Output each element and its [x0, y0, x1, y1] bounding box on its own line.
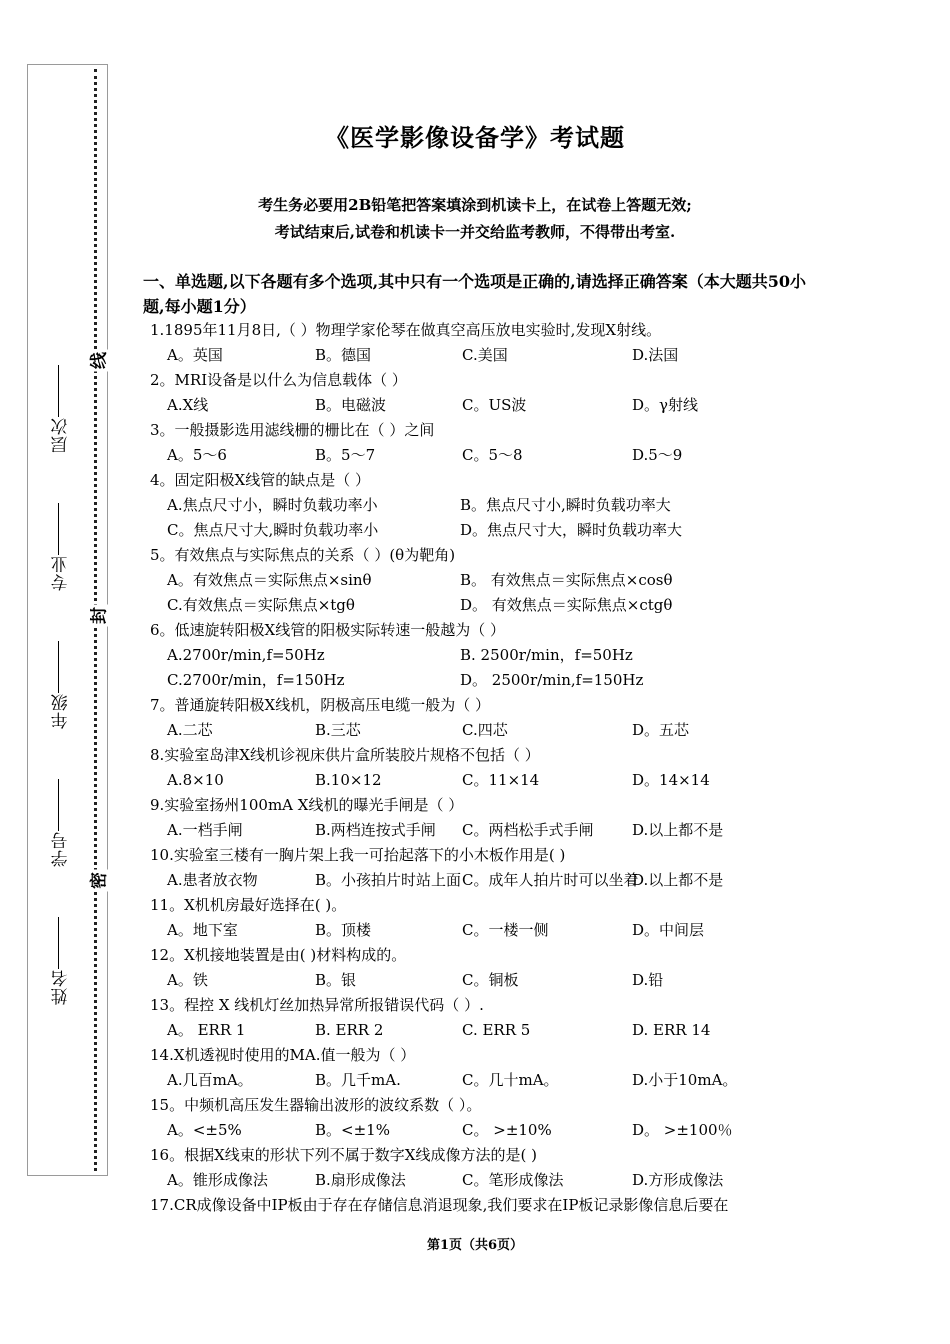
answer-option: D.5～9: [632, 446, 683, 464]
question-text: 1.1895年11月8日,（ ）物理学家伦琴在做真空高压放电实验时,发现X射线。: [150, 321, 662, 339]
answer-option: D.小于10mA。: [632, 1071, 738, 1089]
question-text: 10.实验室三楼有一胸片架上我一可抬起落下的小木板作用是( ): [150, 846, 566, 864]
answer-option: D。14×14: [632, 771, 710, 789]
option-row: [150, 1018, 830, 1043]
binding-field: [49, 641, 74, 729]
binding-field-blank: [58, 917, 59, 969]
question-text: 8.实验室岛津X线机诊视床供片盒所装胶片规格不包括（ ）: [150, 746, 540, 764]
answer-option: B. 2500r/min，f=50Hz: [460, 646, 633, 664]
option-row: [150, 593, 830, 618]
page-title: 《医学影像设备学》考试题: [325, 123, 625, 152]
answer-option: A。5～6: [167, 446, 227, 464]
question-text: 5。有效焦点与实际焦点的关系（ ）(θ为靶角): [150, 546, 456, 564]
binding-field-blank: [58, 503, 59, 555]
question-text: 12。X机接地装置是由( )材料构成的。: [150, 946, 407, 964]
option-row: [150, 643, 830, 668]
answer-option: D。 2500r/min,f=150Hz: [460, 671, 644, 689]
option-row: [150, 1068, 830, 1093]
answer-option: C。焦点尺寸大,瞬时负载功率小: [167, 521, 379, 539]
answer-option: C.美国: [462, 346, 508, 364]
binding-field: [49, 503, 74, 591]
answer-option: C.有效焦点＝实际焦点×tgθ: [167, 596, 355, 614]
seal-char-secret: 密: [85, 870, 110, 892]
answer-option: A.8×10: [167, 771, 224, 789]
binding-field-label: 姓名: [51, 969, 72, 1005]
question-text: 11。X机机房最好选择在( )。: [150, 896, 347, 914]
section-heading: 一、单选题,以下各题有多个选项,其中只有一个选项是正确的,请选择正确答案（本大题共50小题,每小题1分）: [143, 272, 806, 316]
question-text: 4。固定阳极X线管的缺点是（ ）: [150, 471, 370, 489]
question-text: 17.CR成像设备中IP板由于存在存储信息消退现象,我们要求在IP板记录影像信息后要在: [150, 1196, 729, 1214]
answer-option: A.二芯: [167, 721, 213, 739]
student-info-fields: [46, 365, 76, 1005]
binding-field: [49, 365, 74, 453]
answer-option: D.以上都不是: [632, 821, 724, 839]
option-row: [150, 818, 830, 843]
answer-option: A.一档手闸: [167, 821, 243, 839]
answer-option: B。<±1%: [315, 1121, 390, 1139]
answer-option: B。银: [315, 971, 357, 989]
option-row: [150, 668, 830, 693]
binding-field-blank: [58, 779, 59, 831]
question-text: 15。中频机高压发生器输出波形的波纹系数（ ）。: [150, 1096, 482, 1114]
seal-char-seal: 封: [85, 605, 110, 627]
answer-option: B.三芯: [315, 721, 361, 739]
option-row: [150, 918, 830, 943]
question-text: 9.实验室扬州100mA X线机的曝光手闸是（ ）: [150, 796, 464, 814]
question-text: 7。普通旋转阳极X线机，阴极高压电缆一般为（ ）: [150, 696, 490, 714]
option-row: [150, 868, 830, 893]
exam-notice-line-2: 考试结束后,试卷和机读卡一并交给监考教师，不得带出考室.: [274, 223, 676, 241]
option-row: [150, 718, 830, 743]
answer-option: D.铅: [632, 971, 664, 989]
answer-option: C。两档松手式手闸: [462, 821, 594, 839]
answer-option: A。锥形成像法: [167, 1171, 268, 1189]
question-text: 3。一般摄影选用滤线栅的栅比在（ ）之间: [150, 421, 435, 439]
answer-option: B. ERR 2: [315, 1021, 384, 1039]
answer-option: A.几百mA。: [167, 1071, 253, 1089]
answer-option: C。一楼一侧: [462, 921, 549, 939]
option-row: [150, 343, 830, 368]
option-row: [150, 493, 830, 518]
answer-option: B。小孩拍片时站上面: [315, 871, 462, 889]
answer-option: B。焦点尺寸小,瞬时负载功率大: [460, 496, 671, 514]
answer-option: B。 有效焦点＝实际焦点×cosθ: [460, 571, 673, 589]
answer-option: B.两档连按式手闸: [315, 821, 436, 839]
answer-option: C。11×14: [462, 771, 540, 789]
option-row: [150, 518, 830, 543]
answer-option: D。 >±100％: [632, 1121, 733, 1139]
answer-option: D。中间层: [632, 921, 705, 939]
answer-option: B。电磁波: [315, 396, 387, 414]
binding-field-label: 层次: [51, 417, 72, 453]
option-row: [150, 968, 830, 993]
answer-option: C。US波: [462, 396, 527, 414]
answer-option: B.10×12: [315, 771, 382, 789]
answer-option: C. ERR 5: [462, 1021, 531, 1039]
answer-option: B。顶楼: [315, 921, 372, 939]
option-row: [150, 1168, 830, 1193]
binding-field-label: 年级: [51, 693, 72, 729]
answer-option: D.以上都不是: [632, 871, 724, 889]
answer-option: C。 >±10%: [462, 1121, 552, 1139]
answer-option: C。几十mA。: [462, 1071, 559, 1089]
answer-option: A.患者放衣物: [167, 871, 258, 889]
answer-option: C。成年人拍片时可以坐着: [462, 871, 639, 889]
binding-field: [49, 779, 74, 867]
answer-option: C。笔形成像法: [462, 1171, 564, 1189]
answer-option: A.焦点尺寸小，瞬时负载功率小: [167, 496, 378, 514]
option-row: [150, 568, 830, 593]
option-row: [150, 768, 830, 793]
answer-option: C。铜板: [462, 971, 519, 989]
binding-field: [49, 917, 74, 1005]
answer-option: B。几千mA.: [315, 1071, 401, 1089]
page-footer: 第1页（共6页）: [426, 1238, 524, 1253]
answer-option: B。5～7: [315, 446, 376, 464]
answer-option: B。德国: [315, 346, 372, 364]
answer-option: A。<±5%: [167, 1121, 242, 1139]
question-text: 16。根据X线束的形状下列不属于数字X线成像方法的是( ): [150, 1146, 537, 1164]
answer-option: D。焦点尺寸大，瞬时负载功率大: [460, 521, 683, 539]
answer-option: D。五芯: [632, 721, 690, 739]
answer-option: A。有效焦点＝实际焦点×sinθ: [167, 571, 372, 589]
question-text: 13。程控 X 线机灯丝加热异常所报错误代码（ ）.: [150, 996, 484, 1014]
answer-option: D。 有效焦点＝实际焦点×ctgθ: [460, 596, 673, 614]
binding-field-label: 学号: [51, 831, 72, 867]
answer-option: A。铁: [167, 971, 208, 989]
binding-field-blank: [58, 365, 59, 417]
option-row: [150, 1118, 830, 1143]
question-text: 14.X机透视时使用的MA.值一般为（ ）: [150, 1046, 416, 1064]
option-row: [150, 393, 830, 418]
answer-option: D.法国: [632, 346, 679, 364]
answer-option: A。 ERR 1: [167, 1021, 246, 1039]
answer-option: A.X线: [167, 396, 209, 414]
question-text: 6。低速旋转阳极X线管的阳极实际转速一般越为（ ）: [150, 621, 505, 639]
answer-option: C.2700r/min，f=150Hz: [167, 671, 345, 689]
question-text: 2。MRI设备是以什么为信息载体（ ）: [150, 371, 407, 389]
answer-option: B.扇形成像法: [315, 1171, 406, 1189]
answer-option: C.四芯: [462, 721, 508, 739]
answer-option: C。5～8: [462, 446, 523, 464]
option-row: [150, 443, 830, 468]
answer-option: A.2700r/min,f=50Hz: [167, 646, 325, 664]
answer-option: D. ERR 14: [632, 1021, 711, 1039]
question-list: [150, 318, 830, 1218]
binding-field-label: 专业: [51, 555, 72, 591]
answer-option: A。地下室: [167, 921, 238, 939]
answer-option: D.方形成像法: [632, 1171, 724, 1189]
answer-option: A。英国: [167, 346, 223, 364]
binding-field-blank: [58, 641, 59, 693]
answer-option: D。γ射线: [632, 396, 698, 414]
exam-notice-line-1: 考生务必要用2B铅笔把答案填涂到机读卡上，在试卷上答题无效;: [258, 196, 692, 214]
seal-char-line: 线: [85, 350, 110, 372]
